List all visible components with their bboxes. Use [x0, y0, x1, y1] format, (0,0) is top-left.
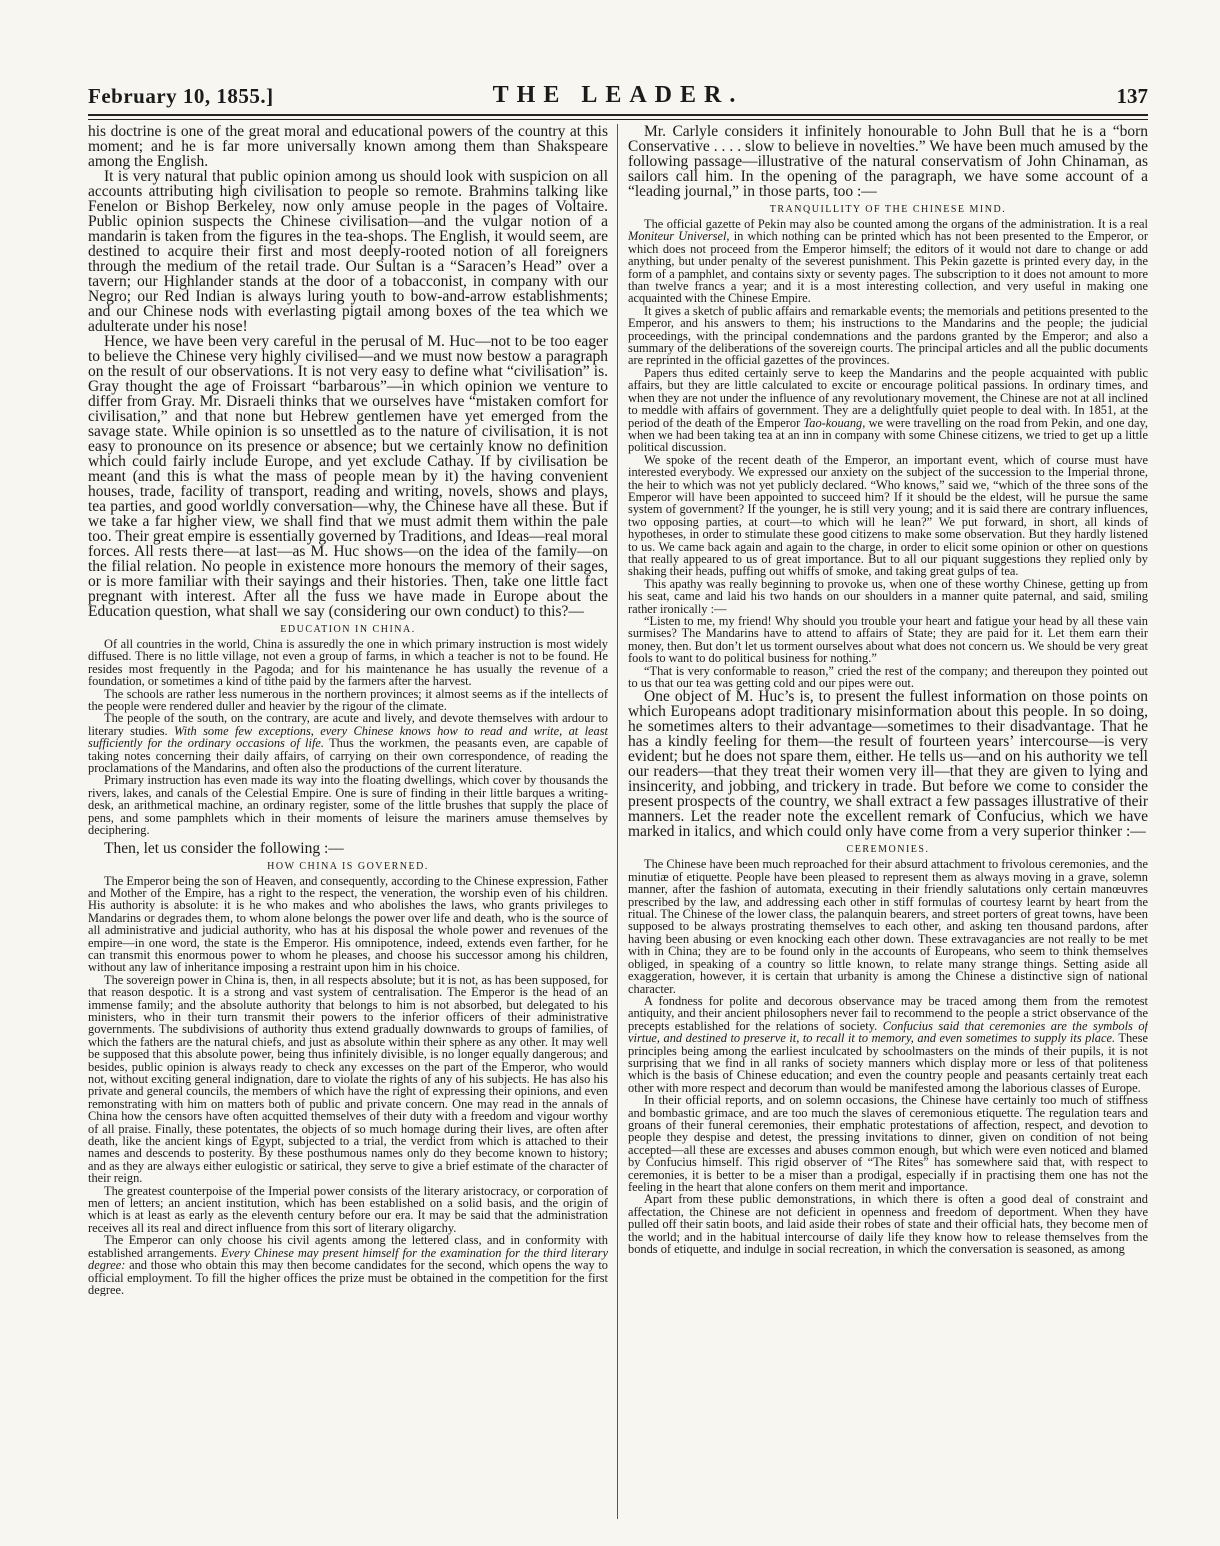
quoted-paragraph: The schools are rather less numerous in the northern provinces; it almost seems as if the intellects of the people were rendered duller and heavier by the rigour of the climate.	[88, 686, 608, 714]
quoted-paragraph: This apathy was really beginning to provoke us, when one of these worthy Chinese, getting up from his seat, came and laid his two hands on our shoulders in a manner quite paternal, and said, smiling rather ironically :—	[628, 576, 1148, 616]
quoted-paragraph: The Chinese have been much reproached for their absurd attachment to frivolous ceremonies, and the minutiæ of etiquette. People have been pleased to represent them as always moving in a grave, solemn manner, after the fashion of automata, executing in their friendly salutations only certain manœuvres prescribed by the law, and addressing each other in stiff formulas of courtesy learnt by heart from the ritual. The Chinese of the lower class, the palanquin bearers, and street porters of great towns, have been supposed to be always prostrating themselves to each other, and asking ten thousand pardons, after having been abusing or even knocking each other down. These extravagancies are not really to be met with in China; they are to be found only in the accounts of Europeans, who seem to think themselves obliged, in speaking of a country so little known, to relate many strange things. Setting aside all exaggeration, however, it is certain that urbanity is among the Chinese a distinctive sign of national character.	[628, 857, 1148, 996]
section-heading-education: EDUCATION IN CHINA.	[280, 624, 416, 635]
masthead	[88, 78, 1148, 112]
quoted-paragraph: We spoke of the recent death of the Emperor, an important event, which of course must have interested everybody. We expressed our anxiety on the subject of the succession to the Imperial throne, the heir to which was not yet publicly declared. “Who knows,” said we, “which of the three sons of the Emperor will have been appointed to succeed him? If it should be the eldest, will he pursue the same system of government? If the younger, he is still very young; and it is said there are contrary influences, two opposing parties, at court—to which will he lean?” We put forward, in short, all kinds of hypotheses, in order to stimulate these good citizens to make some observation. But they hardly listened to us. We came back again and again to the charge, in order to elicit some opinion or other on questions that really appeared to us of great importance. But to all our piquant suggestions they replied only by shaking their heads, puffing out whiffs of smoke, and taking great gulps of tea.	[628, 452, 1148, 579]
left-column	[88, 124, 608, 1296]
quoted-paragraph: Apart from these public demonstrations, in which there is often a good deal of constraint and affectation, the Chinese are not deficient in openness and freedom of deportment. When they have pulled off their satin boots, and laid aside their robes of state and their official hats, they become men of the world; and in the habitual intercourse of daily life they know how to release themselves from the bonds of etiquette, and indulge in social recreation, in which the conversation is seasoned, as among	[628, 1192, 1148, 1257]
section-heading-tranquillity: TRANQUILLITY OF THE CHINESE MIND.	[769, 204, 1007, 215]
quoted-paragraph: The Emperor can only choose his civil agents among the lettered class, and in conformity with established arrangements. Every Chinese may present himself for the examination for the third literary degree: and those who obtain this may then become candidates for the second, which opens the way to official employment. To fill the higher offices the prize must be obtained in the competition for the first degree.	[88, 1233, 608, 1297]
quoted-paragraph: “Listen to me, my friend! Why should you trouble your heart and fatigue your head by all these vain surmises? The Mandarins have to attend to affairs of State; they are paid for it. Let them earn their money, then. But don’t let us torment ourselves about what does not concern us. We should be very great fools to want to do political business for nothing.”	[628, 614, 1148, 666]
quoted-paragraph: Primary instruction has even made its way into the floating dwellings, which cover by thousands the rivers, lakes, and canals of the Celestial Empire. One is sure of finding in their little barques a writing-desk, an arithmetical machine, an ordinary register, some of the little brushes that supply the place of pens, and some pamphlets which in their moments of leisure the mariners amuse themselves by deciphering.	[88, 773, 608, 838]
paragraph: Mr. Carlyle considers it infinitely honourable to John Bull that he is a “born Conservative . . . . slow to believe in novelties.” We have been much amused by the following passage—illustrative of the natural conservatism of John Chinaman, as sailors call him. In the opening of the paragraph, we have some account of a “leading journal,” in those parts, too :—	[628, 124, 1148, 200]
quoted-paragraph: It gives a sketch of public affairs and remarkable events; the memorials and petitions presented to the Emperor, and his answers to them; his instructions to the Mandarins and the people; the judicial proceedings, with the principal condemnations and the pardons granted by the Emperor; and also a summary of the deliberations of the sovereign courts. The principal articles and all the public documents are reprinted in the official gazettes of the provinces.	[628, 303, 1148, 368]
quoted-paragraph: Of all countries in the world, China is assuredly the one in which primary instruction is most widely diffused. There is no little village, not even a group of farms, in which a teacher is not to be found. He resides most frequently in the Pagoda; and for his maintenance he has usually the revenue of a foundation, or sometimes a kind of tithe paid by the farmers after the harvest.	[88, 637, 608, 689]
paragraph: Hence, we have been very careful in the perusal of M. Huc—not to be too eager to believe the Chinese very highly civilised—and we must now bestow a paragraph on the result of our observations. It is not very easy to define what “civilisation” is. Gray thought the age of Froissart “barbarous”—in which opinion we venture to differ from Gray. Mr. Disraeli thinks that we ourselves have “mistaken comfort for civilisation,” and that none but Hebrew gentlemen have yet emerged from the savage state. While opinion is so unsettled as to the nature of civilisation, it is not easy to pronounce on its presence or absence; but we certainly know no definition which could fairly include Europe, and yet exclude Cathay. If by civilisation be meant (and this is what the mass of people mean by it) the having convenient houses, trade, facility of transport, reading and writing, novels, shows and plays, tea parties, and good worldly conversation—why, the Chinese have all these. But if we take a far higher view, we shall find that we must admit them within the pale too. Their great empire is essentially governed by Traditions, and Ideas—real moral forces. All rests there—at last—as M. Huc shows—on the idea of the family—on the filial relation. No people in existence more honours the memory of their sages, or is more familiar with their sayings and their histories. Then, take one little fact pregnant with interest. After all the fuss we have made in Europe about the Education question, what shall we say (considering our own conduct) to this?—	[88, 333, 608, 620]
paragraph: Then, let us consider the following :—	[104, 839, 344, 857]
quoted-paragraph: The people of the south, on the contrary, are acute and lively, and devote themselves with ardour to literary studies. With some few exceptions, every Chinese knows how to read and write, at least sufficiently for the ordinary occasions of life. Thus the workmen, the peasants even, are capable of taking notes concerning their daily affairs, of carrying on their own correspondence, of reading the proclamations of the Mandarins, and often also the productions of the current literature.	[88, 711, 608, 776]
newspaper-title: THE LEADER.	[492, 82, 744, 108]
page-number: 137	[1116, 84, 1148, 108]
newspaper-page	[88, 78, 1148, 1518]
paragraph: One object of M. Huc’s is, to present the fullest information on those points on which Europeans adopt traditionary misinformation about this people. In so doing, he sometimes alters to their advantage—sometimes to their disadvantage. That he has a kindly feeling for them—the result of fourteen years’ intercourse—is very evident; but he does not spare them, either. He tells us—and on his authority we tell our readers—that they treat their women very ill—that they are given to lying and insincerity, and jobbing, and trickery in trade. But before we come to consider the present prospects of the country, we shall extract a few passages illustrative of their manners. Let the reader note the excellent remark of Confucius, which we have marked in italics, and which could only have come from a very superior thinker :—	[628, 688, 1148, 841]
right-column	[628, 124, 1148, 1296]
quoted-paragraph: In their official reports, and on solemn occasions, the Chinese have certainly too much of stiffness and bombastic grimace, and are too much the slaves of ceremonious etiquette. The regulation tears and groans of their funeral ceremonies, their emphatic protestations of affection, respect, and devotion to people they despise and detest, the pressing invitations to dinner, given on condition of not being accepted—all these are excesses and abuses common enough, but which were even noticed and blamed by Confucius himself. This rigid observer of “The Rites” has somewhere said that, with respect to ceremonies, it is better to be a miser than a prodigal, especially if in practising them one has not the feeling in the heart that alone confers on them merit and importance.	[628, 1093, 1148, 1194]
quoted-paragraph: The official gazette of Pekin may also be counted among the organs of the administration. It is a real Moniteur Universel, in which nothing can be printed which has not been presented to the Emperor, or which does not proceed from the Emperor himself; the editors of it would not dare to change or add anything, but under penalty of the severest punishment. This Pekin gazette is printed every day, in the form of a pamphlet, and contains sixty or seventy pages. The subscription to it does not amount to more than twelve francs a year; and it is a most interesting collection, and very useful in making one acquainted with the Chinese Empire.	[628, 217, 1148, 306]
quoted-paragraph: “That is very conformable to reason,” cried the rest of the company; and thereupon they pointed out to us that our tea was getting cold and our pipes were out.	[628, 663, 1148, 691]
quoted-paragraph: A fondness for polite and decorous observance may be traced among them from the remotest antiquity, and their ancient philosophers never fail to recommend to the people a strict observance of the precepts established for the relations of society. Confucius said that ceremonies are the symbols of virtue, and destined to preserve it, to recall it to memory, and even sometimes to supply its place. These principles being among the earliest inculcated by schoolmasters on the minds of their pupils, it is not surprising that we find in all ranks of society manners which display more or less of that politeness which is the basis of Chinese education; and even the country people and peasants certainly treat each other with more respect and decorum than would be manifested among the laborious classes of Europe.	[628, 993, 1148, 1095]
quoted-paragraph: The greatest counterpoise of the Imperial power consists of the literary aristocracy, or corporation of men of letters; an ancient institution, which has been established on a solid basis, and the origin of which is at least as early as the eleventh century before our era. It may be said that the administration receives all its real and direct influence from this sort of literary oligarchy.	[88, 1183, 608, 1235]
quoted-paragraph: The Emperor being the son of Heaven, and consequently, according to the Chinese expression, Father and Mother of the Empire, has a right to the respect, the veneration, the worship even of his children. His authority is absolute: it is he who makes and who abolishes the laws, who grants privileges to Mandarins or degrades them, to whom alone belongs the power over life and death, who is the source of all administrative and judicial authority, who has at his disposal the whole power and revenues of the empire—in one word, the state is the Emperor. His omnipotence, indeed, extends even farther, for he can transmit this enormous power to whom he pleases, and choose his successor among his children, without any law of inheritance imposing a restraint upon him in his choice.	[88, 873, 608, 975]
section-heading-ceremonies: CEREMONIES.	[846, 844, 930, 856]
quoted-paragraph: The sovereign power in China is, then, in all respects absolute; but it is not, as has been supposed, for that reason despotic. It is a strong and vast system of centralisation. The Emperor is the head of an immense family; and the absolute authority that belongs to him is not absorbed, but delegated to his ministers, who in their turn transmit their powers to the inferior officers of their administrative governments. The subdivisions of authority thus extend gradually downwards to groups of families, of which the fathers are the natural chiefs, and just as absolute within their sphere as any other. It may well be supposed that this absolute power, being thus infinitely divisible, is no longer equally dangerous; and besides, public opinion is always ready to check any excesses on the part of the Emperor, who would not, without exciting general indignation, dare to violate the rights of any of his subjects. He has also his private and general councils, the members of which have the right of expressing their opinions, and even remonstrating with him on matters both of public and private concern. One may read in the annals of China how the censors have often acquitted themselves of their duty with a freedom and vigour worthy of all praise. Finally, these potentates, the objects of so much homage during their lives, are often after death, like the ancient kings of Egypt, subjected to a trial, the verdict from which is attached to their names and descends to posterity. By these posthumous names only do they become known to history; and as they are always either eulogistic or satirical, they serve to give a brief estimate of the character of their reign.	[88, 972, 608, 1186]
masthead-rule	[88, 114, 1148, 120]
section-heading-governed: HOW CHINA IS GOVERNED.	[267, 860, 429, 872]
issue-date: February 10, 1855.]	[88, 84, 274, 108]
quoted-paragraph: Papers thus edited certainly serve to keep the Mandarins and the people acquainted with public affairs, but they are little calculated to excite or encourage political passions. In ordinary times, and when they are not under the influence of any revolutionary movement, the Chinese are not at all inclined to meddle with affairs of government. They are a delightfully quiet people to deal with. In 1851, at the period of the death of the Emperor Tao-kouang, we were travelling on the road from Pekin, and one day, when we had been taking tea at an inn in company with some Chinese citizens, we tried to get up a little political discussion.	[628, 365, 1148, 455]
paragraph: his doctrine is one of the great moral and educational powers of the country at this moment; and he is far more universally known among them than Shakspeare among the English.	[88, 124, 608, 170]
paragraph: It is very natural that public opinion among us should look with suspicion on all accounts attributing high civilisation to people so remote. Brahmins talking like Fenelon or Bishop Berkeley, now only amuse people in the pages of Voltaire. Public opinion suspects the Chinese civilisation—and the vulgar notion of a mandarin is taken from the figures in the tea-shops. The English, it would seem, are destined to acquire their first and most deeply-rooted notion of all foreigners through the medium of the retail trade. Our Sultan is a “Saracen’s Head” over a tavern; our Highlander stands at the door of a tobacconist, in company with our Negro; our Red Indian is always luring youth to bow-and-arrow establishments; and our Chinese nods with everlasting pigtail among boxes of the tea which we adulterate under his nose!	[88, 168, 608, 335]
